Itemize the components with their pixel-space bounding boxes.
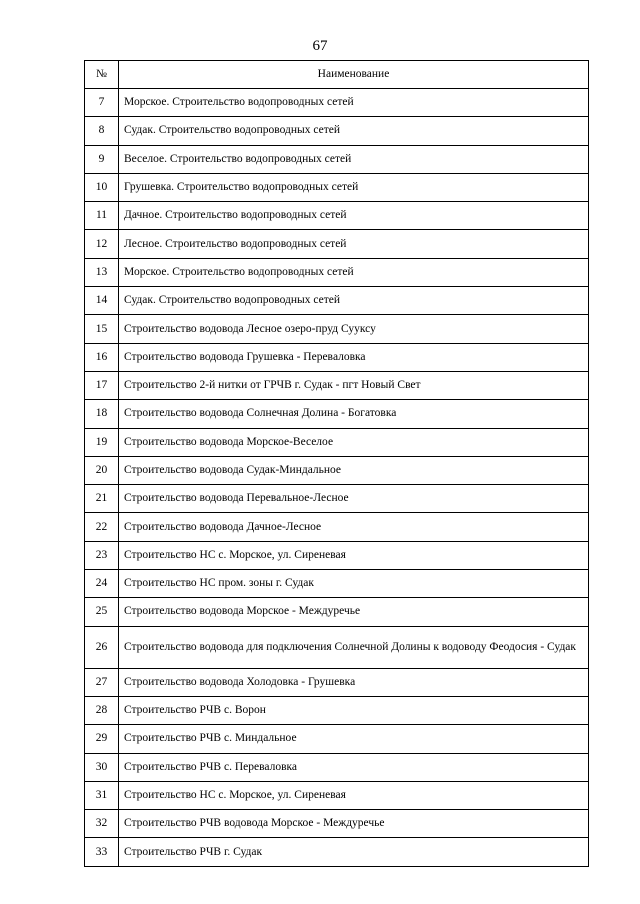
row-number: 26	[85, 626, 119, 668]
row-name: Строительство РЧВ с. Ворон	[119, 696, 589, 724]
row-number: 28	[85, 696, 119, 724]
row-name: Строительство РЧВ водовода Морское - Междуречье	[119, 810, 589, 838]
row-name: Строительство НС с. Морское, ул. Сиреневая	[119, 541, 589, 569]
row-name: Судак. Строительство водопроводных сетей	[119, 117, 589, 145]
table-row	[85, 343, 589, 371]
row-number: 24	[85, 570, 119, 598]
row-name: Строительство водовода для подключения Солнечной Долины к водоводу Феодосия - Судак	[119, 626, 589, 668]
row-number: 30	[85, 753, 119, 781]
table-row	[85, 696, 589, 724]
table-row	[85, 89, 589, 117]
row-name: Лесное. Строительство водопроводных сетей	[119, 230, 589, 258]
table-row	[85, 626, 589, 668]
row-name: Строительство НС пром. зоны г. Судак	[119, 570, 589, 598]
table-row	[85, 541, 589, 569]
row-number: 23	[85, 541, 119, 569]
table-row	[85, 202, 589, 230]
table-row	[85, 570, 589, 598]
table-row	[85, 371, 589, 399]
row-name: Строительство водовода Морское-Веселое	[119, 428, 589, 456]
table-row	[85, 117, 589, 145]
row-number: 22	[85, 513, 119, 541]
row-name: Строительство НС с. Морское, ул. Сиреневая	[119, 781, 589, 809]
row-number: 31	[85, 781, 119, 809]
row-name: Строительство водовода Лесное озеро-пруд Сууксу	[119, 315, 589, 343]
row-number: 9	[85, 145, 119, 173]
row-name: Строительство 2-й нитки от ГРЧВ г. Судак - пгт Новый Свет	[119, 371, 589, 399]
table-row	[85, 145, 589, 173]
row-name: Судак. Строительство водопроводных сетей	[119, 287, 589, 315]
row-number: 18	[85, 400, 119, 428]
row-number: 19	[85, 428, 119, 456]
table-row	[85, 258, 589, 286]
row-name: Строительство водовода Грушевка - Перевaловка	[119, 343, 589, 371]
header-name: Наименование	[119, 61, 589, 89]
row-number: 29	[85, 725, 119, 753]
table-row	[85, 400, 589, 428]
table-row	[85, 485, 589, 513]
table-row	[85, 456, 589, 484]
table-row	[85, 230, 589, 258]
row-name: Строительство РЧВ г. Судак	[119, 838, 589, 866]
row-name: Морское. Строительство водопроводных сетей	[119, 258, 589, 286]
row-name: Строительство водовода Солнечная Долина - Богатовка	[119, 400, 589, 428]
row-number: 16	[85, 343, 119, 371]
row-number: 13	[85, 258, 119, 286]
table-row	[85, 598, 589, 626]
row-number: 7	[85, 89, 119, 117]
table-row	[85, 513, 589, 541]
row-number: 27	[85, 668, 119, 696]
table-row	[85, 725, 589, 753]
table-row	[85, 428, 589, 456]
table-row	[85, 838, 589, 866]
row-name: Дачное. Строительство водопроводных сетей	[119, 202, 589, 230]
row-number: 21	[85, 485, 119, 513]
row-number: 14	[85, 287, 119, 315]
row-name: Строительство водовода Перевальное-Лесное	[119, 485, 589, 513]
row-number: 15	[85, 315, 119, 343]
row-number: 32	[85, 810, 119, 838]
table-row	[85, 781, 589, 809]
table-row	[85, 315, 589, 343]
row-name: Строительство РЧВ с. Переваловка	[119, 753, 589, 781]
row-name: Строительство водовода Холодовка - Грушевка	[119, 668, 589, 696]
row-number: 11	[85, 202, 119, 230]
table-row	[85, 753, 589, 781]
page-number: 67	[312, 38, 328, 54]
row-number: 8	[85, 117, 119, 145]
row-name: Строительство водовода Судак-Миндальное	[119, 456, 589, 484]
row-name: Строительство водовода Морское - Междуречье	[119, 598, 589, 626]
table-row	[85, 173, 589, 201]
row-number: 10	[85, 173, 119, 201]
row-number: 12	[85, 230, 119, 258]
row-name: Грушевка. Строительство водопроводных сетей	[119, 173, 589, 201]
row-name: Морское. Строительство водопроводных сетей	[119, 89, 589, 117]
row-name: Строительство водовода Дачное-Лесное	[119, 513, 589, 541]
row-number: 17	[85, 371, 119, 399]
table-header-row	[85, 61, 589, 89]
table-body	[85, 89, 589, 867]
header-number: №	[85, 61, 119, 89]
row-name: Веселое. Строительство водопроводных сетей	[119, 145, 589, 173]
row-number: 33	[85, 838, 119, 866]
projects-table	[84, 60, 589, 867]
row-number: 25	[85, 598, 119, 626]
row-number: 20	[85, 456, 119, 484]
row-name: Строительство РЧВ с. Миндальное	[119, 725, 589, 753]
table-row	[85, 668, 589, 696]
table-row	[85, 810, 589, 838]
table-row	[85, 287, 589, 315]
